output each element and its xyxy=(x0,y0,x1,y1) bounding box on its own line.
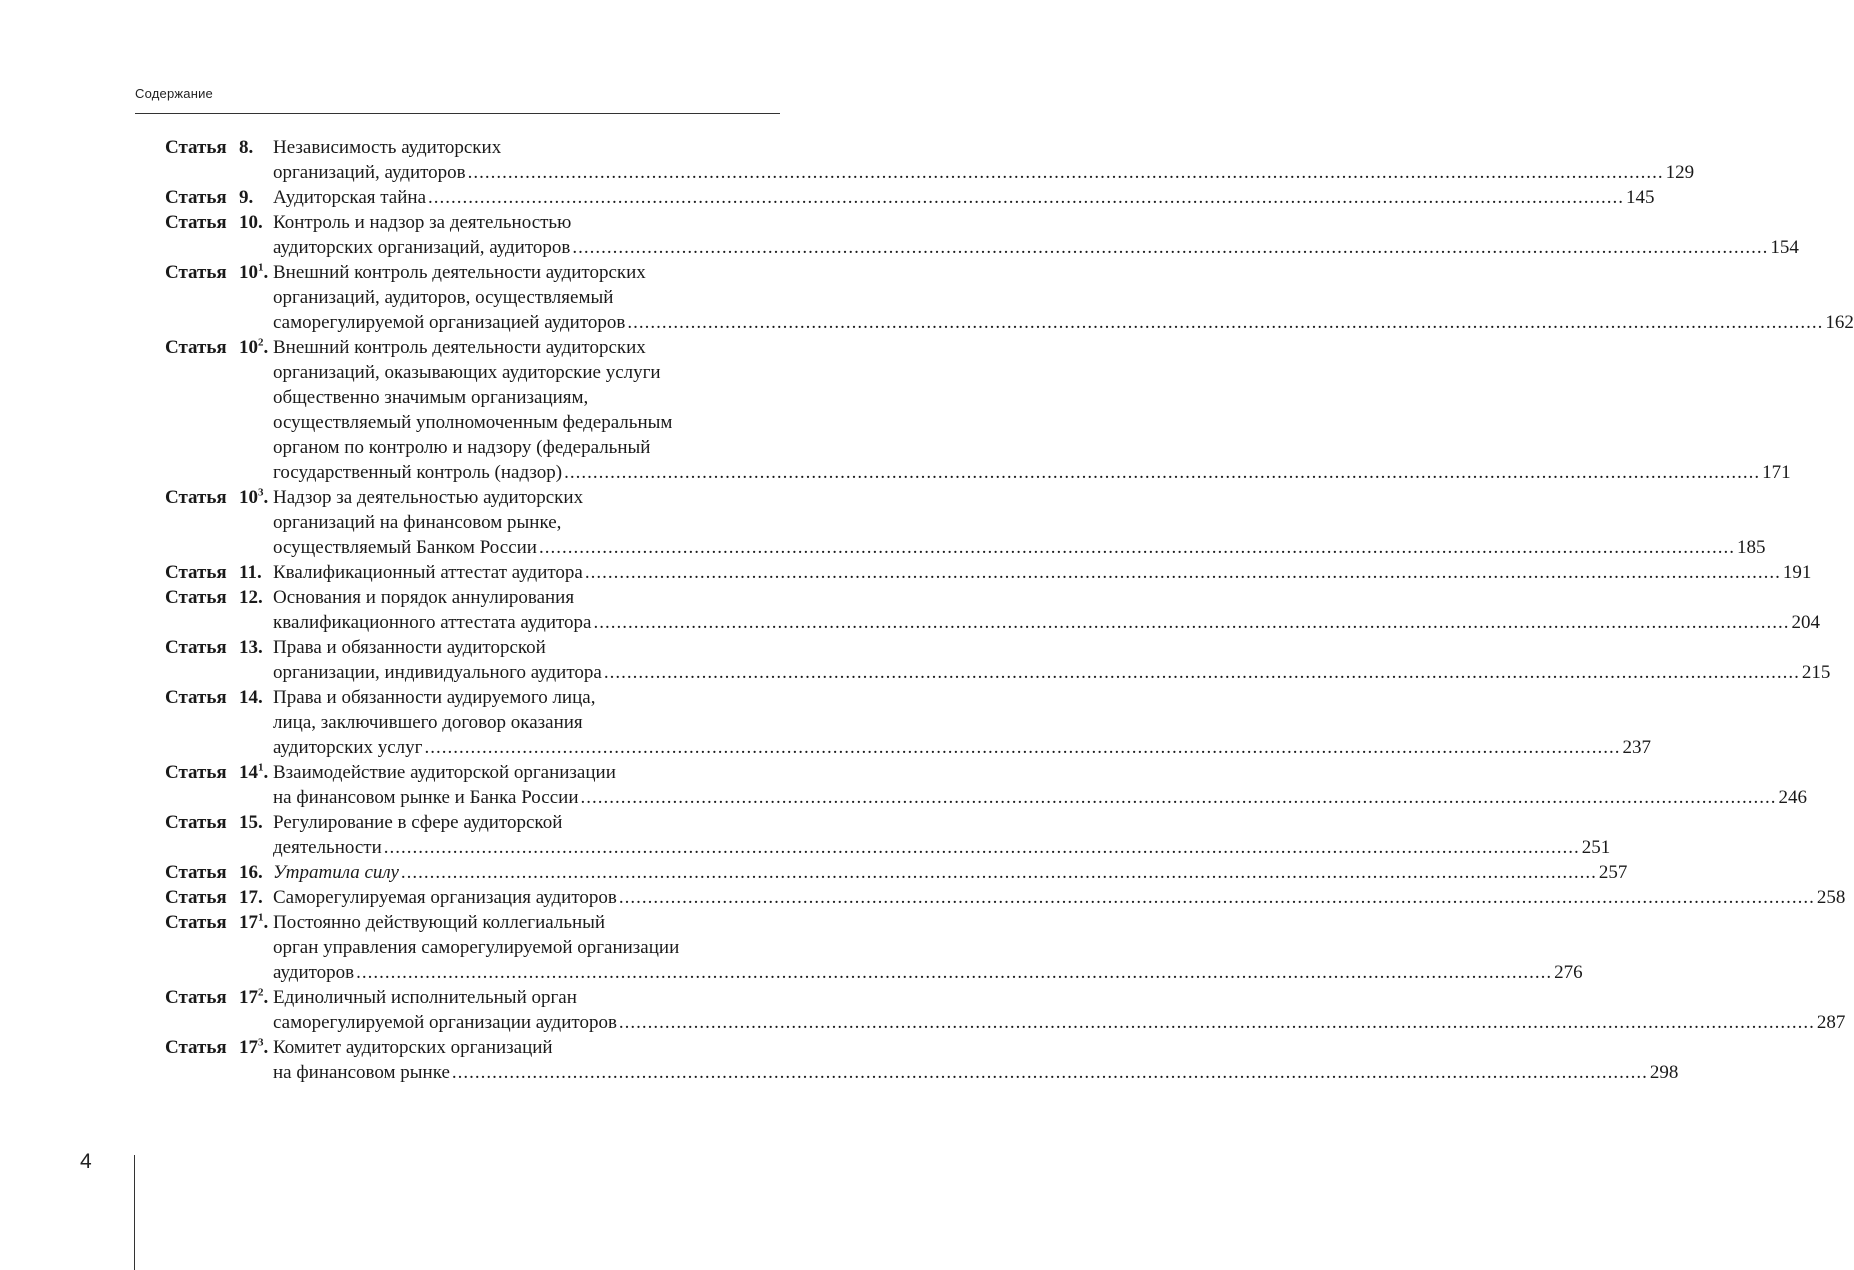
title-line: Независимость аудиторских xyxy=(273,137,502,158)
dot-leader xyxy=(539,535,1735,560)
title-line xyxy=(273,885,1845,910)
title-line: осуществляемый уполномоченным федеральным xyxy=(273,412,673,433)
article-word: Статья xyxy=(165,137,227,158)
article-number: 17 xyxy=(239,987,258,1008)
article-word: Статья xyxy=(165,1037,227,1058)
article-word: Статья xyxy=(165,337,227,358)
title-line-text: осуществляемый Банком России xyxy=(273,537,537,558)
article-title xyxy=(273,1035,1678,1085)
title-line-text: Аудиторская тайна xyxy=(273,187,427,208)
title-line: Контроль и надзор за деятельностью xyxy=(273,212,572,233)
title-line xyxy=(273,185,1655,210)
title-line-text: Утратила силу xyxy=(273,862,399,883)
toc-entry[interactable] xyxy=(165,135,1695,185)
article-word: Статья xyxy=(165,987,227,1008)
article-label xyxy=(165,585,273,610)
article-title xyxy=(273,135,1694,185)
title-line-text: организации, индивидуального аудитора xyxy=(273,662,602,683)
title-line-text: Квалификационный аттестат аудитора xyxy=(273,562,583,583)
article-title xyxy=(273,560,1811,585)
article-word: Статья xyxy=(165,887,227,908)
title-line xyxy=(273,660,1830,685)
toc-entry[interactable] xyxy=(165,485,1766,560)
article-label xyxy=(165,685,273,710)
title-line: Надзор за деятельностью аудиторских xyxy=(273,487,584,508)
article-word: Статья xyxy=(165,262,227,283)
article-label xyxy=(165,885,273,910)
toc-entry[interactable] xyxy=(165,910,1583,985)
article-number-dot: . xyxy=(263,1037,269,1058)
article-word: Статья xyxy=(165,212,227,233)
title-line xyxy=(273,860,1627,885)
title-line xyxy=(273,235,1799,260)
article-number: 10 xyxy=(239,262,258,283)
article-label xyxy=(165,985,273,1010)
article-number-superscript: 1 xyxy=(258,761,264,774)
article-number: 10 xyxy=(239,487,258,508)
article-label xyxy=(165,185,273,210)
title-line-text: аудиторов xyxy=(273,962,355,983)
article-number: 11. xyxy=(239,562,262,583)
title-line-text: на финансовом рынке xyxy=(273,1062,450,1083)
title-line: Основания и порядок аннулирования xyxy=(273,587,575,608)
page-ref: 246 xyxy=(1778,787,1807,808)
toc-entry[interactable] xyxy=(165,560,1812,585)
title-line xyxy=(273,835,1610,860)
page-ref: 171 xyxy=(1762,462,1791,483)
article-word: Статья xyxy=(165,587,227,608)
title-line xyxy=(273,310,1854,335)
title-line: организаций, аудиторов, осуществляемый xyxy=(273,287,614,308)
article-title xyxy=(273,210,1799,260)
article-label xyxy=(165,560,273,585)
article-number-dot: . xyxy=(263,912,269,933)
title-line xyxy=(273,735,1651,760)
dot-leader xyxy=(585,560,1781,585)
toc-entry[interactable] xyxy=(165,860,1628,885)
article-number-superscript: 2 xyxy=(258,986,264,999)
article-number: 12. xyxy=(239,587,263,608)
title-line: Комитет аудиторских организаций xyxy=(273,1037,553,1058)
dot-leader xyxy=(572,235,1768,260)
article-title xyxy=(273,885,1845,910)
page-ref: 129 xyxy=(1665,162,1695,183)
page-ref: 162 xyxy=(1825,312,1854,333)
page-ref: 258 xyxy=(1816,887,1846,908)
toc-entry[interactable] xyxy=(165,185,1655,210)
page-ref: 185 xyxy=(1736,537,1766,558)
article-number-dot: . xyxy=(263,337,269,358)
page-ref: 154 xyxy=(1770,237,1799,258)
page-ref: 215 xyxy=(1801,662,1831,683)
toc-entry[interactable] xyxy=(165,585,1820,635)
article-title xyxy=(273,685,1651,760)
toc-entry[interactable] xyxy=(165,760,1807,810)
table-of-contents xyxy=(165,135,1854,1085)
article-number-superscript: 1 xyxy=(258,261,264,274)
article-word: Статья xyxy=(165,487,227,508)
toc-entry[interactable] xyxy=(165,685,1651,760)
article-number: 8. xyxy=(239,137,254,158)
dot-leader xyxy=(580,785,1776,810)
toc-entry[interactable] xyxy=(165,335,1791,485)
article-title xyxy=(273,760,1807,810)
page-ref: 251 xyxy=(1581,837,1611,858)
header-rule xyxy=(135,113,780,114)
dot-leader xyxy=(384,835,1580,860)
article-title xyxy=(273,985,1845,1035)
title-line: Внешний контроль деятельности аудиторских xyxy=(273,337,646,358)
dot-leader xyxy=(452,1060,1648,1085)
article-label xyxy=(165,810,273,835)
title-line: общественно значимым организациям, xyxy=(273,387,589,408)
title-line xyxy=(273,535,1765,560)
title-line: Регулирование в сфере аудиторской xyxy=(273,812,563,833)
article-word: Статья xyxy=(165,562,227,583)
article-word: Статья xyxy=(165,862,227,883)
article-number-superscript: 1 xyxy=(258,911,264,924)
title-line-text: на финансовом рынке и Банка России xyxy=(273,787,579,808)
title-line: Права и обязанности аудируемого лица, xyxy=(273,687,596,708)
article-number: 13. xyxy=(239,637,263,658)
article-label xyxy=(165,1035,273,1060)
article-title xyxy=(273,585,1820,635)
article-title xyxy=(273,910,1583,985)
title-line-text: саморегулируемой организации аудиторов xyxy=(273,1012,617,1033)
article-label xyxy=(165,760,273,785)
toc-entry[interactable] xyxy=(165,1035,1679,1085)
article-title xyxy=(273,185,1655,210)
title-line xyxy=(273,785,1807,810)
dot-leader xyxy=(604,660,1800,685)
toc-entry[interactable] xyxy=(165,810,1611,860)
toc-entry[interactable] xyxy=(165,635,1831,685)
title-line: Единоличный исполнительный орган xyxy=(273,987,577,1008)
dot-leader xyxy=(428,185,1624,210)
title-line-text: организаций, аудиторов xyxy=(273,162,466,183)
dot-leader xyxy=(356,960,1552,985)
running-header: Содержание xyxy=(135,86,213,101)
article-number-dot: . xyxy=(263,262,269,283)
title-line: Внешний контроль деятельности аудиторских xyxy=(273,262,646,283)
article-word: Статья xyxy=(165,187,227,208)
article-word: Статья xyxy=(165,637,227,658)
dot-leader xyxy=(619,1010,1815,1035)
title-line xyxy=(273,560,1811,585)
page-ref: 298 xyxy=(1649,1062,1679,1083)
article-title xyxy=(273,485,1765,560)
title-line-text: деятельности xyxy=(273,837,382,858)
article-word: Статья xyxy=(165,687,227,708)
article-title xyxy=(273,635,1830,685)
page-ref: 191 xyxy=(1782,562,1812,583)
title-line: лица, заключившего договор оказания xyxy=(273,712,583,733)
toc-entry[interactable] xyxy=(165,260,1854,335)
article-label xyxy=(165,635,273,660)
page-ref: 204 xyxy=(1791,612,1820,633)
article-number-superscript: 3 xyxy=(258,1036,264,1049)
title-line-text: аудиторских организаций, аудиторов xyxy=(273,237,571,258)
article-label xyxy=(165,485,273,510)
page-number: 4 xyxy=(80,1150,92,1173)
article-label xyxy=(165,260,273,285)
article-number: 10. xyxy=(239,212,263,233)
title-line: органом по контролю и надзору (федеральный xyxy=(273,437,651,458)
article-number: 16. xyxy=(239,862,263,883)
title-line-text: аудиторских услуг xyxy=(273,737,423,758)
title-line-text: квалификационного аттестата аудитора xyxy=(273,612,592,633)
title-line-text: саморегулируемой организацией аудиторов xyxy=(273,312,626,333)
article-number-dot: . xyxy=(263,762,269,783)
article-number: 17. xyxy=(239,887,263,908)
dot-leader xyxy=(564,460,1760,485)
page-ref: 237 xyxy=(1622,737,1651,758)
toc-entry[interactable] xyxy=(165,885,1846,910)
title-line-text: Саморегулируемая организация аудиторов xyxy=(273,887,617,908)
article-number-superscript: 2 xyxy=(258,336,264,349)
article-word: Статья xyxy=(165,812,227,833)
title-line: организаций, оказывающих аудиторские услуги xyxy=(273,362,661,383)
margin-rule xyxy=(134,1155,135,1270)
page-ref: 287 xyxy=(1816,1012,1846,1033)
article-word: Статья xyxy=(165,762,227,783)
article-number-superscript: 3 xyxy=(258,486,264,499)
article-number: 14. xyxy=(239,687,263,708)
article-title xyxy=(273,260,1854,335)
dot-leader xyxy=(619,885,1815,910)
title-line: Постоянно действующий коллегиальный xyxy=(273,912,606,933)
article-number: 17 xyxy=(239,1037,258,1058)
dot-leader xyxy=(401,860,1597,885)
title-line: орган управления саморегулируемой организации xyxy=(273,937,680,958)
page-ref: 276 xyxy=(1554,962,1583,983)
toc-entry[interactable] xyxy=(165,210,1799,260)
title-line: организаций на финансовом рынке, xyxy=(273,512,562,533)
title-line xyxy=(273,960,1583,985)
article-number: 15. xyxy=(239,812,263,833)
page-ref: 257 xyxy=(1598,862,1628,883)
article-label xyxy=(165,335,273,360)
dot-leader xyxy=(627,310,1823,335)
title-line xyxy=(273,160,1694,185)
article-number: 17 xyxy=(239,912,258,933)
article-title xyxy=(273,810,1610,860)
article-number: 14 xyxy=(239,762,258,783)
dot-leader xyxy=(593,610,1789,635)
title-line xyxy=(273,610,1820,635)
title-line xyxy=(273,1060,1678,1085)
title-line xyxy=(273,460,1791,485)
title-line xyxy=(273,1010,1845,1035)
title-line: Взаимодействие аудиторской организации xyxy=(273,762,616,783)
article-number-dot: . xyxy=(263,487,269,508)
article-label xyxy=(165,860,273,885)
dot-leader xyxy=(468,160,1664,185)
page-ref: 145 xyxy=(1626,187,1655,208)
article-number: 10 xyxy=(239,337,258,358)
article-title xyxy=(273,335,1791,485)
title-line-text: государственный контроль (надзор) xyxy=(273,462,563,483)
article-word: Статья xyxy=(165,912,227,933)
article-label xyxy=(165,135,273,160)
article-label xyxy=(165,210,273,235)
article-number: 9. xyxy=(239,187,254,208)
toc-entry[interactable] xyxy=(165,985,1846,1035)
article-title xyxy=(273,860,1627,885)
title-line: Права и обязанности аудиторской xyxy=(273,637,546,658)
article-number-dot: . xyxy=(263,987,269,1008)
dot-leader xyxy=(424,735,1620,760)
article-label xyxy=(165,910,273,935)
